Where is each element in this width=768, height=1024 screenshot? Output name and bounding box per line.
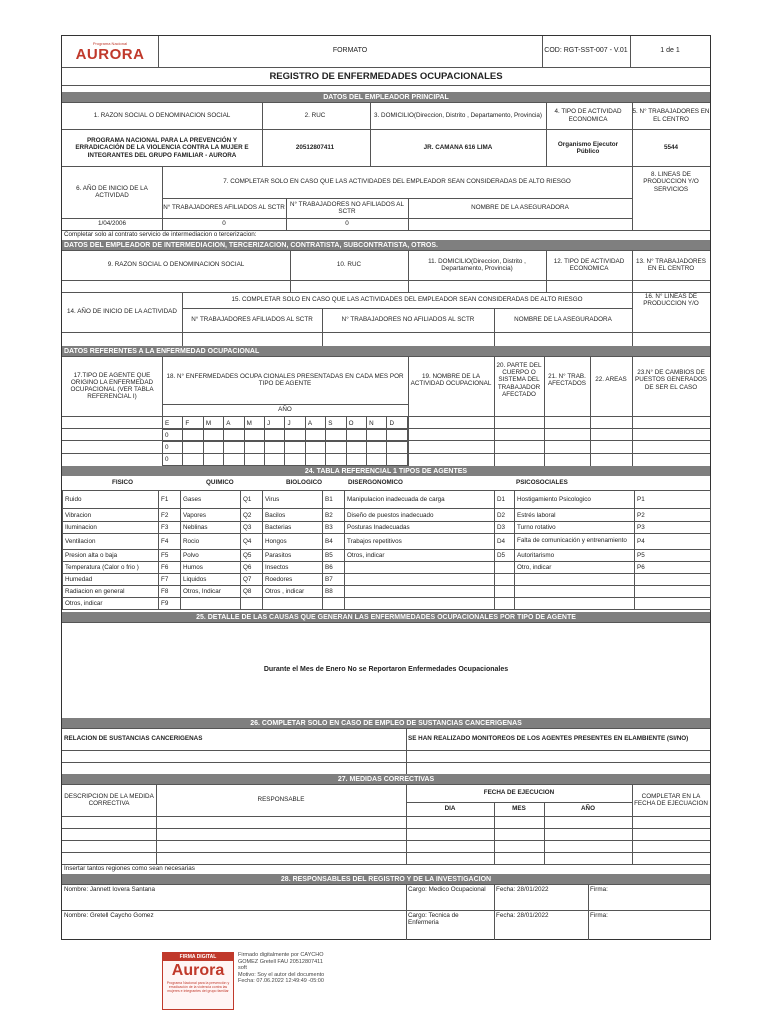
col-disergonomico: DISERGONOMICO xyxy=(348,479,403,487)
agent-cell: Humedad xyxy=(63,574,159,586)
label-tipo-agente: 17.TIPO DE AGENTE QUE ORIGINO LA ENFERMEDAD OCUPACIONAL (VER TABLA REFERENCIAL I) xyxy=(70,371,154,401)
agent-cell: P5 xyxy=(635,550,711,562)
label-n-enfermedades: 18. N° ENFERMEDADES OCUPA CIONALES PRESENTADAS EN CADA MES POR TIPO DE AGENTE xyxy=(166,372,404,387)
month-cell: A xyxy=(224,417,244,430)
page-title: REGISTRO DE ENFERMEDADES OCUPACIONALES xyxy=(269,70,503,82)
section-responsables-band: 28. RESPONSABLES DEL REGISTRO Y DE LA INVESTIGACION xyxy=(62,874,710,884)
label-responsable: RESPONSABLE xyxy=(257,796,305,804)
section-agentes-band: 24. TABLA REFERENCIAL 1 TIPOS DE AGENTES xyxy=(62,466,710,476)
section-medidas-band: 27. MEDIDAS CORRECTIVAS xyxy=(62,774,710,784)
agent-cell: F2 xyxy=(159,509,181,522)
col-psicosociales: PSICOSOCIALES xyxy=(516,479,568,487)
agent-cell xyxy=(345,598,495,610)
signature-small-text: Programa Nacional para la prevención y erradicación de la violencia contra las mujeres e integrantes del grupo familiar xyxy=(166,981,230,994)
label-domicilio-2: 11. DOMICILIO(Direccion, Distrito , Departamento, Provincia) xyxy=(428,257,526,272)
agent-cell: Q2 xyxy=(241,509,263,522)
agent-cell: B3 xyxy=(323,522,345,534)
agent-cell: B2 xyxy=(323,509,345,522)
label-n-trabajadores-2: 13. N° TRABAJADORES EN EL CENTRO xyxy=(636,257,706,272)
agent-cell: Iluminacion xyxy=(63,522,159,534)
agent-cell: Hostigamiento Psicologico xyxy=(515,491,635,509)
note-intermediacion: Completar solo al contrato servicio de intermediacion o tercerizacion: xyxy=(64,231,257,239)
col-biologico: BIOLOGICO xyxy=(286,479,323,487)
agent-cell xyxy=(345,574,495,586)
label-razon-social: 1. RAZON SOCIAL O DENOMINACION SOCIAL xyxy=(93,111,231,119)
agent-cell: B4 xyxy=(323,534,345,550)
agent-cell: Humos xyxy=(181,562,241,574)
agent-cell: Ventilacion xyxy=(63,534,159,550)
agent-cell: Otros, Indicar xyxy=(181,586,241,598)
agent-cell: Q1 xyxy=(241,491,263,509)
agent-cell xyxy=(495,574,515,586)
agent-cell: Q3 xyxy=(241,522,263,534)
agent-cell xyxy=(263,598,323,610)
logo-subtitle: Programa Nacional xyxy=(92,40,128,46)
aurora-logo xyxy=(62,36,158,67)
agent-cell: Q8 xyxy=(241,586,263,598)
month-cell: J xyxy=(265,417,285,430)
month-cell: F xyxy=(183,417,203,430)
agent-row xyxy=(63,562,711,574)
label-areas: 22. AREAS xyxy=(595,376,627,384)
label-ruc: 2. RUC xyxy=(304,111,326,119)
signature-badge: FIRMA DIGITAL xyxy=(163,953,233,961)
agent-cell: B8 xyxy=(323,586,345,598)
agent-cell: Falta de comunicación y entrenamiento xyxy=(515,534,635,550)
signature-details xyxy=(238,952,378,1012)
month-cell: N xyxy=(367,417,387,430)
agent-cell: P3 xyxy=(635,522,711,534)
label-aseguradora-2: NOMBRE DE LA ASEGURADORA xyxy=(514,316,612,324)
label-descripcion-medida: DESCRIPCION DE LA MEDIDA CORRECTIVA xyxy=(64,792,154,807)
agent-cell: Neblinas xyxy=(181,522,241,534)
agent-cell: Autoritarismo xyxy=(515,550,635,562)
month-cell: M xyxy=(244,417,264,430)
label-lineas-produccion-2: 16. N° LINEAS DE PRODUCCION Y/O xyxy=(643,292,699,307)
agent-cell: Manipulacion inadecuada de carga xyxy=(345,491,495,509)
label-lineas-produccion: 8. LINEAS DE PRODUCCION Y/O SERVICIOS xyxy=(643,171,699,193)
signature-line-1: Firmado digitalmente por CAYCHO xyxy=(238,952,324,958)
agent-cell: F7 xyxy=(159,574,181,586)
label-sustancias: RELACION DE SUSTANCIAS CANCERIGENAS xyxy=(64,735,203,743)
agent-cell xyxy=(515,598,635,610)
agent-cell: B1 xyxy=(323,491,345,509)
agent-cell xyxy=(345,586,495,598)
agent-row xyxy=(63,509,711,522)
agent-cell: Turno rotativo xyxy=(515,522,635,534)
label-trab-afectados: 21. N° TRAB. AFECTADOS xyxy=(547,372,587,387)
month-cell: J xyxy=(285,417,305,430)
label-domicilio: 3. DOMICILIO(Direccion, Distrito , Departamento, Provincia) xyxy=(374,111,542,119)
label-dia: DIA xyxy=(444,805,456,813)
agent-cell: Q5 xyxy=(241,550,263,562)
agent-cell: F9 xyxy=(159,598,181,610)
value-ruc: 20512807411 xyxy=(295,144,335,152)
agent-cell: F4 xyxy=(159,534,181,550)
agent-cell: Q4 xyxy=(241,534,263,550)
agent-cell: Q7 xyxy=(241,574,263,586)
responsable-2-firma: Firma: xyxy=(590,912,608,919)
agent-cell: D4 xyxy=(495,534,515,550)
value-afiliados: 0 xyxy=(222,220,226,228)
agent-row xyxy=(63,586,711,598)
col-quimico: QUIMICO xyxy=(206,479,234,487)
agent-cell xyxy=(495,586,515,598)
label-ano: AÑO xyxy=(278,406,292,414)
agent-cell: Otros, indicar xyxy=(345,550,495,562)
label-monitoreos: SE HAN REALIZADO MONITOREOS DE LOS AGENTES PRESENTES EN ELAMBIENTE (SI/NO) xyxy=(408,735,689,743)
agent-row xyxy=(63,550,711,562)
responsable-2-fecha: Fecha: 28/01/2022 xyxy=(496,912,549,919)
agent-cell: D3 xyxy=(495,522,515,534)
section-intermediacion-band: DATOS DEL EMPLEADOR DE INTERMEDIACION, TERCERIZACION, CONTRATISTA, SUBCONTRATISTA, OTROS. xyxy=(62,240,710,250)
section-employer-band: DATOS DEL EMPLEADOR PRINCIPAL xyxy=(62,92,710,102)
agent-cell: Ruido xyxy=(63,491,159,509)
agent-cell: Otros, indicar xyxy=(63,598,159,610)
agent-cell xyxy=(635,598,711,610)
format-label: FORMATO xyxy=(332,47,368,55)
agent-cell: Presion alta o baja xyxy=(63,550,159,562)
digital-signature-stamp xyxy=(162,952,234,1010)
agent-cell: Insectos xyxy=(263,562,323,574)
value-no-afiliados: 0 xyxy=(345,220,349,228)
agent-reference-table xyxy=(62,490,711,610)
logo-text: AURORA xyxy=(75,45,145,63)
label-alto-riesgo: 7. COMPLETAR SOLO EN CASO QUE LAS ACTIVIDADES DEL EMPLEADOR SEAN CONSIDERADAS DE ALTO RIESGO xyxy=(223,178,571,186)
value-ano-inicio: 1/04/2006 xyxy=(97,220,126,228)
label-completar-fecha: COMPLETAR EN LA FECHA DE EJECUACION xyxy=(634,792,708,807)
agent-cell: Posturas Inadecuadas xyxy=(345,522,495,534)
responsable-1-name: Nombre: Jannett Iovera Santana xyxy=(64,886,156,893)
agent-cell: Gases xyxy=(181,491,241,509)
agent-cell: F3 xyxy=(159,522,181,534)
agent-cell: Hongos xyxy=(263,534,323,550)
agent-row xyxy=(63,574,711,586)
agent-cell: F1 xyxy=(159,491,181,509)
agent-cell: Vapores xyxy=(181,509,241,522)
label-fecha-ejecucion: FECHA DE EJECUCION xyxy=(483,789,555,797)
label-aseguradora: NOMBRE DE LA ASEGURADORA xyxy=(471,204,569,212)
agent-cell: Virus xyxy=(263,491,323,509)
signature-line-3: soft xyxy=(238,965,247,972)
agent-cell: P4 xyxy=(635,534,711,550)
signature-logo: Aurora xyxy=(171,962,225,979)
agent-row xyxy=(63,534,711,550)
agent-cell: Bacilos xyxy=(263,509,323,522)
label-tipo-actividad: 4. TIPO DE ACTIVIDAD ECONOMICA xyxy=(554,108,622,123)
value-n-trabajadores: 5544 xyxy=(663,144,678,152)
agent-cell xyxy=(635,586,711,598)
agent-cell: Bacterias xyxy=(263,522,323,534)
agent-cell: Liquidos xyxy=(181,574,241,586)
label-afiliados-sctr-2: N° TRABAJADORES AFILIADOS AL SCTR xyxy=(191,316,313,324)
agent-cell: F8 xyxy=(159,586,181,598)
agent-cell: Otro, indicar xyxy=(515,562,635,574)
label-ruc-2: 10. RUC xyxy=(336,261,362,269)
signature-line-4: Motivo: Soy el autor del documento xyxy=(238,971,325,978)
agent-cell: Temperatura (Calor o frio ) xyxy=(63,562,159,574)
agent-cell: B7 xyxy=(323,574,345,586)
agent-cell: Parasitos xyxy=(263,550,323,562)
label-tipo-actividad-2: 12. TIPO DE ACTIVIDAD ECONOMICA xyxy=(553,257,625,272)
causas-detail-text: Durante el Mes de Enero No se Reportaron Enfermedades Ocupacionales xyxy=(263,665,509,673)
label-parte-cuerpo: 20. PARTE DEL CUERPO O SISTEMA DEL TRABAJADOR AFECTADO xyxy=(496,361,542,398)
agent-cell: Radiacion en general xyxy=(63,586,159,598)
section-cancerigenas-band: 26. COMPLETAR SOLO EN CASO DE EMPLEO DE SUSTANCIAS CANCERIGENAS xyxy=(62,718,710,728)
label-actividad-ocupacional: 19. NOMBRE DE LA ACTIVIDAD OCUPACIONAL xyxy=(410,372,492,387)
label-ano-2: AÑO xyxy=(581,805,595,813)
agent-cell: D5 xyxy=(495,550,515,562)
agent-cell: P2 xyxy=(635,509,711,522)
agent-cell xyxy=(241,598,263,610)
agent-cell: Trabajos repetitivos xyxy=(345,534,495,550)
agent-row xyxy=(63,491,711,509)
month-cell: D xyxy=(387,417,408,430)
agent-cell: P6 xyxy=(635,562,711,574)
responsable-2-name: Nombre: Gretell Caycho Gomez xyxy=(64,912,154,919)
page-number: 1 de 1 xyxy=(660,47,680,55)
month-cell: E xyxy=(163,417,183,430)
value-tipo-actividad: Organismo Ejecutor Público xyxy=(557,140,619,155)
count-cell: 0 xyxy=(163,430,183,442)
agent-cell: Roedores xyxy=(263,574,323,586)
section-causas-band: 25. DETALLE DE LAS CAUSAS QUE GENERAN LAS ENFERMMEDADES OCUPACIONALES POR TIPO DE AGENTE xyxy=(62,612,710,622)
label-no-afiliados-sctr: N° TRABAJADORES NO AFILIADOS AL SCTR xyxy=(289,200,405,215)
agent-row xyxy=(63,598,711,610)
count-cell: 0 xyxy=(163,454,183,466)
label-alto-riesgo-2: 15. COMPLETAR SOLO EN CASO QUE LAS ACTIVIDADES DEL EMPLEADOR SEAN CONSIDERADAS DE ALTO RIESGO xyxy=(231,296,583,304)
signature-line-5: Fecha: 07.06.2022 12:49:49 -05:00 xyxy=(238,978,324,985)
agent-cell: D1 xyxy=(495,491,515,509)
month-cell: O xyxy=(346,417,366,430)
responsable-1-fecha: Fecha: 28/01/2022 xyxy=(496,886,549,893)
agent-cell: P1 xyxy=(635,491,711,509)
agent-cell xyxy=(323,598,345,610)
label-razon-social-2: 9. RAZON SOCIAL O DENOMINACION SOCIAL xyxy=(107,261,245,269)
responsable-1-cargo: Cargo: Medico Ocupacional xyxy=(408,886,486,893)
agent-cell: Diseño de puestos inadecuado xyxy=(345,509,495,522)
agent-cell xyxy=(515,586,635,598)
agent-cell: Polvo xyxy=(181,550,241,562)
label-cambios-puestos: 23.N° DE CAMBIOS DE PUESTOS GENERADOS DE SER EL CASO xyxy=(635,369,707,391)
document-code: COD: RGT-SST-007 - V.01 xyxy=(544,47,628,55)
label-ano-inicio-2: 14. AÑO DE INICIO DE LA ACTIVIDAD xyxy=(67,308,177,316)
month-cell: M xyxy=(203,417,223,430)
agent-cell xyxy=(495,598,515,610)
month-cell: S xyxy=(326,417,346,430)
label-ano-inicio: 6. AÑO DE INICIO DE LA ACTIVIDAD xyxy=(76,184,148,199)
agent-cell: F6 xyxy=(159,562,181,574)
agent-cell xyxy=(181,598,241,610)
month-cell: A xyxy=(305,417,325,430)
value-domicilio: JR. CAMANA 616 LIMA xyxy=(423,144,493,152)
count-cell: 0 xyxy=(163,442,183,454)
months-table xyxy=(162,416,408,466)
agent-cell: Vibracion xyxy=(63,509,159,522)
agent-cell: B6 xyxy=(323,562,345,574)
label-n-trabajadores: 5. N° TRABAJADORES EN EL CENTRO xyxy=(632,108,710,123)
label-no-afiliados-sctr-2: N° TRABAJADORES NO AFILIADOS AL SCTR xyxy=(341,316,475,324)
agent-cell: Estrés laboral xyxy=(515,509,635,522)
responsable-2-cargo: Cargo: Tecnica de Enfermeria xyxy=(408,912,459,927)
responsable-1-firma: Firma: xyxy=(590,886,608,893)
col-fisico: FISICO xyxy=(112,479,133,487)
agent-cell xyxy=(635,574,711,586)
agent-cell xyxy=(495,562,515,574)
label-mes: MES xyxy=(512,805,526,813)
agent-cell: Rocio xyxy=(181,534,241,550)
agent-row xyxy=(63,522,711,534)
signature-line-2: GOMEZ Gretell FAU 20512807411 xyxy=(238,958,323,965)
agent-cell xyxy=(515,574,635,586)
agent-cell xyxy=(345,562,495,574)
agent-cell: D2 xyxy=(495,509,515,522)
section-enfermedad-band: DATOS REFERENTES A LA ENFERMEDAD OCUPACIONAL xyxy=(62,346,710,356)
value-razon-social: PROGRAMA NACIONAL PARA LA PREVENCIÓN Y ERRADICACIÓN DE LA VIOLENCIA CONTRA LA MUJER E INTEGRANTES DEL GRUPO FAMILIAR - AURORA xyxy=(75,137,249,159)
label-afiliados-sctr: N° TRABAJADORES AFILIADOS AL SCTR xyxy=(163,204,285,212)
agent-cell: B5 xyxy=(323,550,345,562)
agent-cell: Q6 xyxy=(241,562,263,574)
note-insertar-regiones: Insertar tantos regiones como sean necesarias xyxy=(64,865,195,873)
agent-cell: F5 xyxy=(159,550,181,562)
agent-cell: Otros , indicar xyxy=(263,586,323,598)
